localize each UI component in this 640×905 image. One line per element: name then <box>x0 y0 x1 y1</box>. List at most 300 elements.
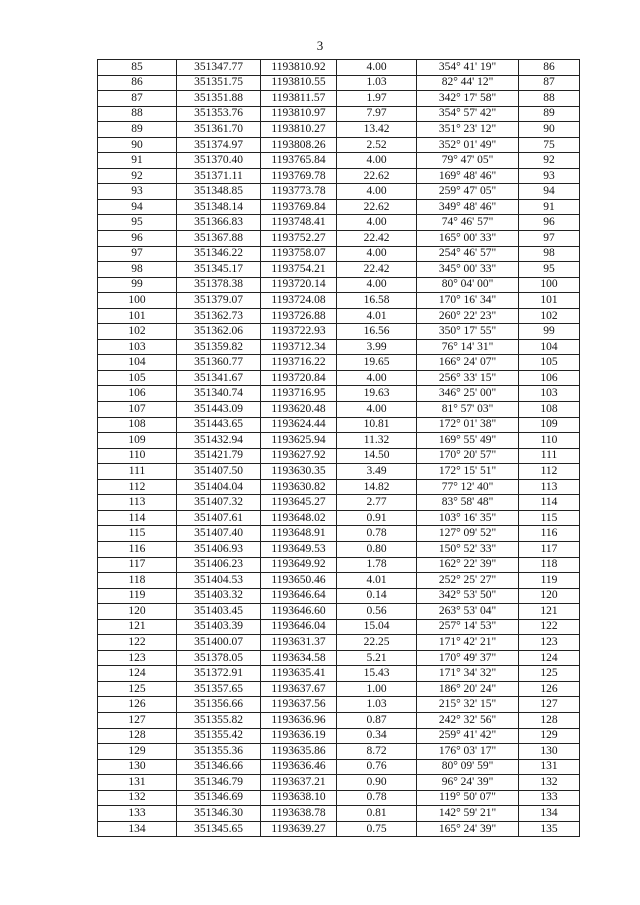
point-number-cell: 111 <box>98 464 177 480</box>
x-coordinate-cell: 351351.75 <box>177 75 261 91</box>
y-coordinate-cell: 1193810.97 <box>261 106 337 122</box>
y-coordinate-cell: 1193627.92 <box>261 448 337 464</box>
y-coordinate-cell: 1193648.02 <box>261 510 337 526</box>
table-row <box>98 106 580 122</box>
direction-angle-cell: 342° 53' 50" <box>417 588 519 604</box>
next-point-number-cell: 131 <box>519 759 580 775</box>
x-coordinate-cell: 351371.11 <box>177 168 261 184</box>
next-point-number-cell: 108 <box>519 402 580 418</box>
y-coordinate-cell: 1193769.78 <box>261 168 337 184</box>
table-row <box>98 759 580 775</box>
table-row <box>98 697 580 713</box>
direction-angle-cell: 342° 17' 58" <box>417 91 519 107</box>
direction-angle-cell: 82° 44' 12" <box>417 75 519 91</box>
y-coordinate-cell: 1193811.57 <box>261 91 337 107</box>
table-row <box>98 604 580 620</box>
direction-angle-cell: 346° 25' 00" <box>417 386 519 402</box>
next-point-number-cell: 104 <box>519 339 580 355</box>
point-number-cell: 98 <box>98 262 177 278</box>
point-number-cell: 120 <box>98 604 177 620</box>
distance-cell: 3.49 <box>337 464 417 480</box>
next-point-number-cell: 102 <box>519 308 580 324</box>
table-row <box>98 666 580 682</box>
table-row <box>98 775 580 791</box>
table-row <box>98 619 580 635</box>
x-coordinate-cell: 351362.73 <box>177 308 261 324</box>
direction-angle-cell: 352° 01' 49" <box>417 137 519 153</box>
y-coordinate-cell: 1193726.88 <box>261 308 337 324</box>
table-row <box>98 308 580 324</box>
next-point-number-cell: 106 <box>519 370 580 386</box>
distance-cell: 4.01 <box>337 573 417 589</box>
point-number-cell: 117 <box>98 557 177 573</box>
direction-angle-cell: 259° 47' 05" <box>417 184 519 200</box>
x-coordinate-cell: 351367.88 <box>177 231 261 247</box>
distance-cell: 22.62 <box>337 168 417 184</box>
y-coordinate-cell: 1193635.86 <box>261 744 337 760</box>
direction-angle-cell: 351° 23' 12" <box>417 122 519 138</box>
table-row <box>98 541 580 557</box>
x-coordinate-cell: 351379.07 <box>177 293 261 309</box>
y-coordinate-cell: 1193712.34 <box>261 339 337 355</box>
point-number-cell: 132 <box>98 790 177 806</box>
table-row <box>98 184 580 200</box>
direction-angle-cell: 162° 22' 39" <box>417 557 519 573</box>
next-point-number-cell: 129 <box>519 728 580 744</box>
distance-cell: 10.81 <box>337 417 417 433</box>
y-coordinate-cell: 1193773.78 <box>261 184 337 200</box>
direction-angle-cell: 165° 00' 33" <box>417 231 519 247</box>
x-coordinate-cell: 351348.85 <box>177 184 261 200</box>
distance-cell: 14.50 <box>337 448 417 464</box>
distance-cell: 5.21 <box>337 650 417 666</box>
next-point-number-cell: 105 <box>519 355 580 371</box>
x-coordinate-cell: 351346.69 <box>177 790 261 806</box>
point-number-cell: 127 <box>98 712 177 728</box>
table-row <box>98 215 580 231</box>
x-coordinate-cell: 351359.82 <box>177 339 261 355</box>
point-number-cell: 124 <box>98 666 177 682</box>
next-point-number-cell: 128 <box>519 712 580 728</box>
direction-angle-cell: 170° 49' 37" <box>417 650 519 666</box>
distance-cell: 4.00 <box>337 370 417 386</box>
next-point-number-cell: 120 <box>519 588 580 604</box>
table-row <box>98 510 580 526</box>
direction-angle-cell: 169° 55' 49" <box>417 433 519 449</box>
next-point-number-cell: 98 <box>519 246 580 262</box>
table-row <box>98 137 580 153</box>
distance-cell: 3.99 <box>337 339 417 355</box>
table-row <box>98 479 580 495</box>
next-point-number-cell: 95 <box>519 262 580 278</box>
x-coordinate-cell: 351355.42 <box>177 728 261 744</box>
x-coordinate-cell: 351355.82 <box>177 712 261 728</box>
point-number-cell: 134 <box>98 821 177 837</box>
distance-cell: 1.03 <box>337 697 417 713</box>
y-coordinate-cell: 1193808.26 <box>261 137 337 153</box>
point-number-cell: 128 <box>98 728 177 744</box>
direction-angle-cell: 103° 16' 35" <box>417 510 519 526</box>
next-point-number-cell: 115 <box>519 510 580 526</box>
distance-cell: 19.63 <box>337 386 417 402</box>
distance-cell: 0.91 <box>337 510 417 526</box>
table-row <box>98 122 580 138</box>
x-coordinate-cell: 351346.30 <box>177 806 261 822</box>
distance-cell: 0.81 <box>337 806 417 822</box>
distance-cell: 4.00 <box>337 246 417 262</box>
distance-cell: 15.43 <box>337 666 417 682</box>
direction-angle-cell: 81° 57' 03" <box>417 402 519 418</box>
table-row <box>98 573 580 589</box>
point-number-cell: 86 <box>98 75 177 91</box>
point-number-cell: 130 <box>98 759 177 775</box>
distance-cell: 8.72 <box>337 744 417 760</box>
x-coordinate-cell: 351432.94 <box>177 433 261 449</box>
point-number-cell: 115 <box>98 526 177 542</box>
table-row <box>98 231 580 247</box>
y-coordinate-cell: 1193646.60 <box>261 604 337 620</box>
x-coordinate-cell: 351378.38 <box>177 277 261 293</box>
y-coordinate-cell: 1193646.64 <box>261 588 337 604</box>
table-row <box>98 495 580 511</box>
x-coordinate-cell: 351406.23 <box>177 557 261 573</box>
next-point-number-cell: 114 <box>519 495 580 511</box>
point-number-cell: 125 <box>98 681 177 697</box>
distance-cell: 11.32 <box>337 433 417 449</box>
distance-cell: 4.00 <box>337 402 417 418</box>
point-number-cell: 129 <box>98 744 177 760</box>
distance-cell: 0.80 <box>337 541 417 557</box>
distance-cell: 14.82 <box>337 479 417 495</box>
direction-angle-cell: 215° 32' 15" <box>417 697 519 713</box>
point-number-cell: 126 <box>98 697 177 713</box>
next-point-number-cell: 87 <box>519 75 580 91</box>
y-coordinate-cell: 1193810.92 <box>261 60 337 76</box>
x-coordinate-cell: 351407.32 <box>177 495 261 511</box>
direction-angle-cell: 77° 12' 40" <box>417 479 519 495</box>
distance-cell: 13.42 <box>337 122 417 138</box>
x-coordinate-cell: 351340.74 <box>177 386 261 402</box>
direction-angle-cell: 165° 24' 39" <box>417 821 519 837</box>
x-coordinate-cell: 351366.83 <box>177 215 261 231</box>
coordinates-table <box>97 59 580 837</box>
point-number-cell: 107 <box>98 402 177 418</box>
next-point-number-cell: 135 <box>519 821 580 837</box>
x-coordinate-cell: 351404.04 <box>177 479 261 495</box>
distance-cell: 4.00 <box>337 153 417 169</box>
next-point-number-cell: 125 <box>519 666 580 682</box>
y-coordinate-cell: 1193649.92 <box>261 557 337 573</box>
table-row <box>98 681 580 697</box>
direction-angle-cell: 256° 33' 15" <box>417 370 519 386</box>
next-point-number-cell: 75 <box>519 137 580 153</box>
y-coordinate-cell: 1193716.95 <box>261 386 337 402</box>
table-row <box>98 448 580 464</box>
point-number-cell: 102 <box>98 324 177 340</box>
direction-angle-cell: 260° 22' 23" <box>417 308 519 324</box>
next-point-number-cell: 117 <box>519 541 580 557</box>
y-coordinate-cell: 1193639.27 <box>261 821 337 837</box>
x-coordinate-cell: 351341.67 <box>177 370 261 386</box>
direction-angle-cell: 345° 00' 33" <box>417 262 519 278</box>
x-coordinate-cell: 351378.05 <box>177 650 261 666</box>
point-number-cell: 96 <box>98 231 177 247</box>
y-coordinate-cell: 1193648.91 <box>261 526 337 542</box>
direction-angle-cell: 259° 41' 42" <box>417 728 519 744</box>
table-row <box>98 821 580 837</box>
x-coordinate-cell: 351406.93 <box>177 541 261 557</box>
point-number-cell: 110 <box>98 448 177 464</box>
table-row <box>98 650 580 666</box>
x-coordinate-cell: 351345.65 <box>177 821 261 837</box>
point-number-cell: 113 <box>98 495 177 511</box>
table-row <box>98 712 580 728</box>
table-row <box>98 324 580 340</box>
distance-cell: 0.78 <box>337 790 417 806</box>
next-point-number-cell: 100 <box>519 277 580 293</box>
x-coordinate-cell: 351372.91 <box>177 666 261 682</box>
point-number-cell: 89 <box>98 122 177 138</box>
point-number-cell: 97 <box>98 246 177 262</box>
next-point-number-cell: 123 <box>519 635 580 651</box>
table-row <box>98 728 580 744</box>
x-coordinate-cell: 351443.65 <box>177 417 261 433</box>
direction-angle-cell: 354° 41' 19" <box>417 60 519 76</box>
x-coordinate-cell: 351421.79 <box>177 448 261 464</box>
table-row <box>98 199 580 215</box>
table-row <box>98 526 580 542</box>
y-coordinate-cell: 1193638.78 <box>261 806 337 822</box>
next-point-number-cell: 110 <box>519 433 580 449</box>
x-coordinate-cell: 351346.79 <box>177 775 261 791</box>
distance-cell: 4.00 <box>337 277 417 293</box>
table-row <box>98 246 580 262</box>
y-coordinate-cell: 1193637.21 <box>261 775 337 791</box>
y-coordinate-cell: 1193716.22 <box>261 355 337 371</box>
y-coordinate-cell: 1193724.08 <box>261 293 337 309</box>
y-coordinate-cell: 1193810.27 <box>261 122 337 138</box>
y-coordinate-cell: 1193637.67 <box>261 681 337 697</box>
distance-cell: 0.14 <box>337 588 417 604</box>
y-coordinate-cell: 1193810.55 <box>261 75 337 91</box>
table-row <box>98 588 580 604</box>
point-number-cell: 119 <box>98 588 177 604</box>
point-number-cell: 90 <box>98 137 177 153</box>
table-row <box>98 60 580 76</box>
table-row <box>98 433 580 449</box>
point-number-cell: 88 <box>98 106 177 122</box>
point-number-cell: 118 <box>98 573 177 589</box>
point-number-cell: 104 <box>98 355 177 371</box>
point-number-cell: 109 <box>98 433 177 449</box>
next-point-number-cell: 103 <box>519 386 580 402</box>
next-point-number-cell: 122 <box>519 619 580 635</box>
direction-angle-cell: 79° 47' 05" <box>417 153 519 169</box>
table-row <box>98 168 580 184</box>
distance-cell: 1.78 <box>337 557 417 573</box>
table-row <box>98 464 580 480</box>
y-coordinate-cell: 1193636.46 <box>261 759 337 775</box>
direction-angle-cell: 150° 52' 33" <box>417 541 519 557</box>
distance-cell: 0.56 <box>337 604 417 620</box>
y-coordinate-cell: 1193636.96 <box>261 712 337 728</box>
distance-cell: 22.62 <box>337 199 417 215</box>
next-point-number-cell: 116 <box>519 526 580 542</box>
y-coordinate-cell: 1193637.56 <box>261 697 337 713</box>
x-coordinate-cell: 351357.65 <box>177 681 261 697</box>
point-number-cell: 95 <box>98 215 177 231</box>
next-point-number-cell: 99 <box>519 324 580 340</box>
direction-angle-cell: 76° 14' 31" <box>417 339 519 355</box>
point-number-cell: 121 <box>98 619 177 635</box>
x-coordinate-cell: 351346.22 <box>177 246 261 262</box>
next-point-number-cell: 88 <box>519 91 580 107</box>
point-number-cell: 100 <box>98 293 177 309</box>
point-number-cell: 92 <box>98 168 177 184</box>
table-row <box>98 262 580 278</box>
y-coordinate-cell: 1193620.48 <box>261 402 337 418</box>
y-coordinate-cell: 1193769.84 <box>261 199 337 215</box>
next-point-number-cell: 91 <box>519 199 580 215</box>
y-coordinate-cell: 1193752.27 <box>261 231 337 247</box>
next-point-number-cell: 134 <box>519 806 580 822</box>
point-number-cell: 93 <box>98 184 177 200</box>
y-coordinate-cell: 1193649.53 <box>261 541 337 557</box>
point-number-cell: 123 <box>98 650 177 666</box>
table-row <box>98 339 580 355</box>
next-point-number-cell: 133 <box>519 790 580 806</box>
x-coordinate-cell: 351370.40 <box>177 153 261 169</box>
direction-angle-cell: 96° 24' 39" <box>417 775 519 791</box>
next-point-number-cell: 126 <box>519 681 580 697</box>
distance-cell: 1.03 <box>337 75 417 91</box>
point-number-cell: 94 <box>98 199 177 215</box>
distance-cell: 1.97 <box>337 91 417 107</box>
point-number-cell: 108 <box>98 417 177 433</box>
y-coordinate-cell: 1193748.41 <box>261 215 337 231</box>
x-coordinate-cell: 351351.88 <box>177 91 261 107</box>
point-number-cell: 133 <box>98 806 177 822</box>
next-point-number-cell: 112 <box>519 464 580 480</box>
next-point-number-cell: 89 <box>519 106 580 122</box>
point-number-cell: 103 <box>98 339 177 355</box>
direction-angle-cell: 166° 24' 07" <box>417 355 519 371</box>
point-number-cell: 99 <box>98 277 177 293</box>
table-row <box>98 277 580 293</box>
y-coordinate-cell: 1193630.82 <box>261 479 337 495</box>
x-coordinate-cell: 351407.61 <box>177 510 261 526</box>
point-number-cell: 116 <box>98 541 177 557</box>
coordinates-table-body <box>98 60 580 837</box>
y-coordinate-cell: 1193720.84 <box>261 370 337 386</box>
next-point-number-cell: 113 <box>519 479 580 495</box>
distance-cell: 22.42 <box>337 231 417 247</box>
distance-cell: 0.34 <box>337 728 417 744</box>
direction-angle-cell: 252° 25' 27" <box>417 573 519 589</box>
next-point-number-cell: 130 <box>519 744 580 760</box>
direction-angle-cell: 83° 58' 48" <box>417 495 519 511</box>
distance-cell: 0.87 <box>337 712 417 728</box>
point-number-cell: 112 <box>98 479 177 495</box>
x-coordinate-cell: 351403.45 <box>177 604 261 620</box>
x-coordinate-cell: 351362.06 <box>177 324 261 340</box>
next-point-number-cell: 90 <box>519 122 580 138</box>
direction-angle-cell: 186° 20' 24" <box>417 681 519 697</box>
direction-angle-cell: 170° 16' 34" <box>417 293 519 309</box>
x-coordinate-cell: 351403.39 <box>177 619 261 635</box>
table-row <box>98 91 580 107</box>
distance-cell: 22.25 <box>337 635 417 651</box>
next-point-number-cell: 86 <box>519 60 580 76</box>
next-point-number-cell: 93 <box>519 168 580 184</box>
direction-angle-cell: 170° 20' 57" <box>417 448 519 464</box>
x-coordinate-cell: 351360.77 <box>177 355 261 371</box>
next-point-number-cell: 109 <box>519 417 580 433</box>
x-coordinate-cell: 351361.70 <box>177 122 261 138</box>
distance-cell: 16.58 <box>337 293 417 309</box>
distance-cell: 4.00 <box>337 184 417 200</box>
next-point-number-cell: 101 <box>519 293 580 309</box>
table-row <box>98 75 580 91</box>
direction-angle-cell: 169° 48' 46" <box>417 168 519 184</box>
direction-angle-cell: 242° 32' 56" <box>417 712 519 728</box>
table-row <box>98 744 580 760</box>
distance-cell: 15.04 <box>337 619 417 635</box>
x-coordinate-cell: 351404.53 <box>177 573 261 589</box>
y-coordinate-cell: 1193631.37 <box>261 635 337 651</box>
x-coordinate-cell: 351346.66 <box>177 759 261 775</box>
y-coordinate-cell: 1193630.35 <box>261 464 337 480</box>
next-point-number-cell: 121 <box>519 604 580 620</box>
x-coordinate-cell: 351348.14 <box>177 199 261 215</box>
point-number-cell: 91 <box>98 153 177 169</box>
table-row <box>98 806 580 822</box>
distance-cell: 4.00 <box>337 215 417 231</box>
y-coordinate-cell: 1193635.41 <box>261 666 337 682</box>
point-number-cell: 114 <box>98 510 177 526</box>
direction-angle-cell: 171° 34' 32" <box>417 666 519 682</box>
distance-cell: 16.56 <box>337 324 417 340</box>
distance-cell: 2.77 <box>337 495 417 511</box>
table-row <box>98 153 580 169</box>
direction-angle-cell: 142° 59' 21" <box>417 806 519 822</box>
page-number: 3 <box>316 38 324 53</box>
y-coordinate-cell: 1193646.04 <box>261 619 337 635</box>
distance-cell: 4.00 <box>337 60 417 76</box>
y-coordinate-cell: 1193638.10 <box>261 790 337 806</box>
table-row <box>98 402 580 418</box>
next-point-number-cell: 111 <box>519 448 580 464</box>
next-point-number-cell: 124 <box>519 650 580 666</box>
distance-cell: 0.75 <box>337 821 417 837</box>
direction-angle-cell: 350° 17' 55" <box>417 324 519 340</box>
y-coordinate-cell: 1193645.27 <box>261 495 337 511</box>
y-coordinate-cell: 1193754.21 <box>261 262 337 278</box>
y-coordinate-cell: 1193624.44 <box>261 417 337 433</box>
direction-angle-cell: 127° 09' 52" <box>417 526 519 542</box>
y-coordinate-cell: 1193634.58 <box>261 650 337 666</box>
next-point-number-cell: 127 <box>519 697 580 713</box>
next-point-number-cell: 118 <box>519 557 580 573</box>
y-coordinate-cell: 1193758.07 <box>261 246 337 262</box>
x-coordinate-cell: 351347.77 <box>177 60 261 76</box>
next-point-number-cell: 92 <box>519 153 580 169</box>
point-number-cell: 85 <box>98 60 177 76</box>
point-number-cell: 131 <box>98 775 177 791</box>
direction-angle-cell: 80° 04' 00" <box>417 277 519 293</box>
table-row <box>98 386 580 402</box>
next-point-number-cell: 132 <box>519 775 580 791</box>
